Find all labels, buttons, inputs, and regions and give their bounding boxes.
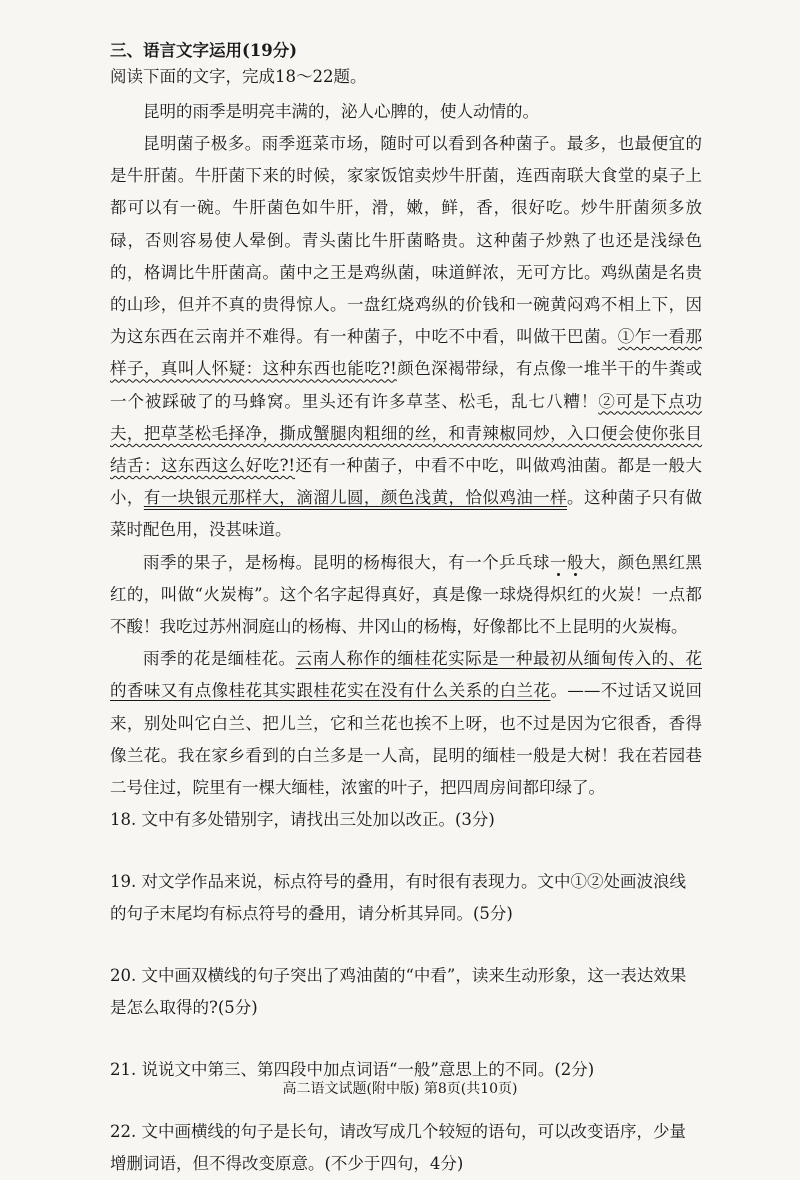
question-21: 21. 说说文中第三、第四段中加点词语“一般”意思上的不同。(2分) — [110, 1060, 595, 1080]
paragraph-2-text-d: 。这种菌子只有做菜时配色用，没甚味道。 — [110, 488, 703, 540]
double-underline-sentence: 有一块银元那样大，滴溜儿圆，颜色浅黄，恰似鸡油一样 — [143, 488, 568, 508]
paragraph-1-text: 昆明的雨季是明亮丰满的，泌人心脾的，使人动情的。 — [143, 102, 539, 121]
paragraph-2-text-c: 还有一种菌子，中看不中吃，叫做鸡油菌。都是一般大小， — [110, 456, 702, 508]
question-20: 20. 文中画双横线的句子突出了鸡油菌的“中看”，读来生动形象，这一表达效果是怎么取得的?(5分) — [110, 966, 687, 1018]
reading-instruction: 阅读下面的文字，完成18～22题。 — [110, 67, 367, 86]
wavy-underline-sentence-1: ①乍一看那样子，真叫人怀疑：这种东西也能吃?! — [110, 327, 703, 379]
paragraph-2-text-a: 昆明菌子极多。雨季逛菜市场，随时可以看到各种菌子。最多，也最便宜的是牛肝菌。牛肝菌下来的时候，家家饭馆卖炒牛肝菌，连西南联大食堂的桌子上都可以有一碗。牛肝菌色如牛肝，滑，嫩，鲜，香，很好吃。炒牛肝菌须多放碌，否则容易使人晕倒。青头菌比牛肝菌略贵。这种菌子炒熟了也还是浅绿色的，格调比牛肝菌高。菌中之王是鸡纵菌，味道鲜浓，无可方比。鸡纵菌是名贵的山珍，但并不真的贵得惊人。一盘红烧鸡纵的价钱和一碗黄闷鸡不相上下，因为这东西在云南并不难得。有一种菌子，中吃不中看，叫做干巴菌。 — [110, 134, 702, 347]
passage-paragraph-1 — [110, 96, 702, 128]
paragraph-4-text-b: 。——不过话又说回来，别处叫它白兰、把儿兰，它和兰花也挨不上呀，也不过是因为它很香，香得像兰花。我在家乡看到的白兰多是一人高，昆明的缅桂一般是大树！我在若园巷二号住过，院里有一棵大缅桂，浓蜜的叶子，把四周房间都印绿了。 — [110, 681, 703, 798]
dotted-char-ban: 般 — [566, 552, 584, 572]
passage-paragraph-3 — [110, 547, 702, 644]
dotted-char-yi: 一 — [549, 552, 567, 572]
passage-paragraph-2 — [110, 128, 702, 547]
paragraph-4-text-a: 雨季的花是缅桂花。 — [143, 649, 296, 669]
single-underline-sentence: 云南人称作的缅桂花实际是一种最初从缅甸传入的、花的香味又有点像桂花其实跟桂花实在没有什么关系的白兰花 — [110, 649, 702, 701]
paragraph-2-text-b: 颜色深褐带绿，有点像一堆半干的牛粪或一个被踩破了的马蜂窝。里头还有许多草茎、松毛，乱七八糟！ — [110, 359, 702, 411]
passage-paragraph-4 — [110, 643, 702, 804]
paragraph-3-text-a: 雨季的果子，是杨梅。昆明的杨梅很大，有一个乒乓球 — [143, 552, 550, 572]
question-18: 18. 文中有多处错别字，请找出三处加以改正。(3分) — [110, 810, 495, 830]
question-22: 22. 文中画横线的句子是长句，请改写成几个较短的语句，可以改变语序，少量增删词语，但不得改变原意。(不少于四句，4分) — [110, 1122, 686, 1174]
section-title: 三、语言文字运用(19分) — [110, 41, 298, 60]
paragraph-3-text-b: 大，颜色黑红黑红的，叫做“火炭梅”。这个名字起得真好，真是像一球烧得炽红的火炭！一点都不酸！我吃过苏州洞庭山的杨梅、井冈山的杨梅，好像都比不上昆明的火炭梅。 — [110, 552, 702, 637]
page-footer: 高二语文试题(附中版) 第8页(共10页) — [282, 1081, 518, 1097]
wavy-underline-sentence-2: ②可是下点功夫，把草茎松毛择净，撕成蟹腿肉粗细的丝，和青辣椒同炒，入口便会使你张目结舌：这东西这么好吃?! — [110, 391, 703, 476]
exam-page — [110, 38, 702, 1180]
question-19: 19. 对文学作品来说，标点符号的叠用，有时很有表现力。文中①②处画波浪线的句子末尾均有标点符号的叠用，请分析其异同。(5分) — [110, 872, 686, 924]
